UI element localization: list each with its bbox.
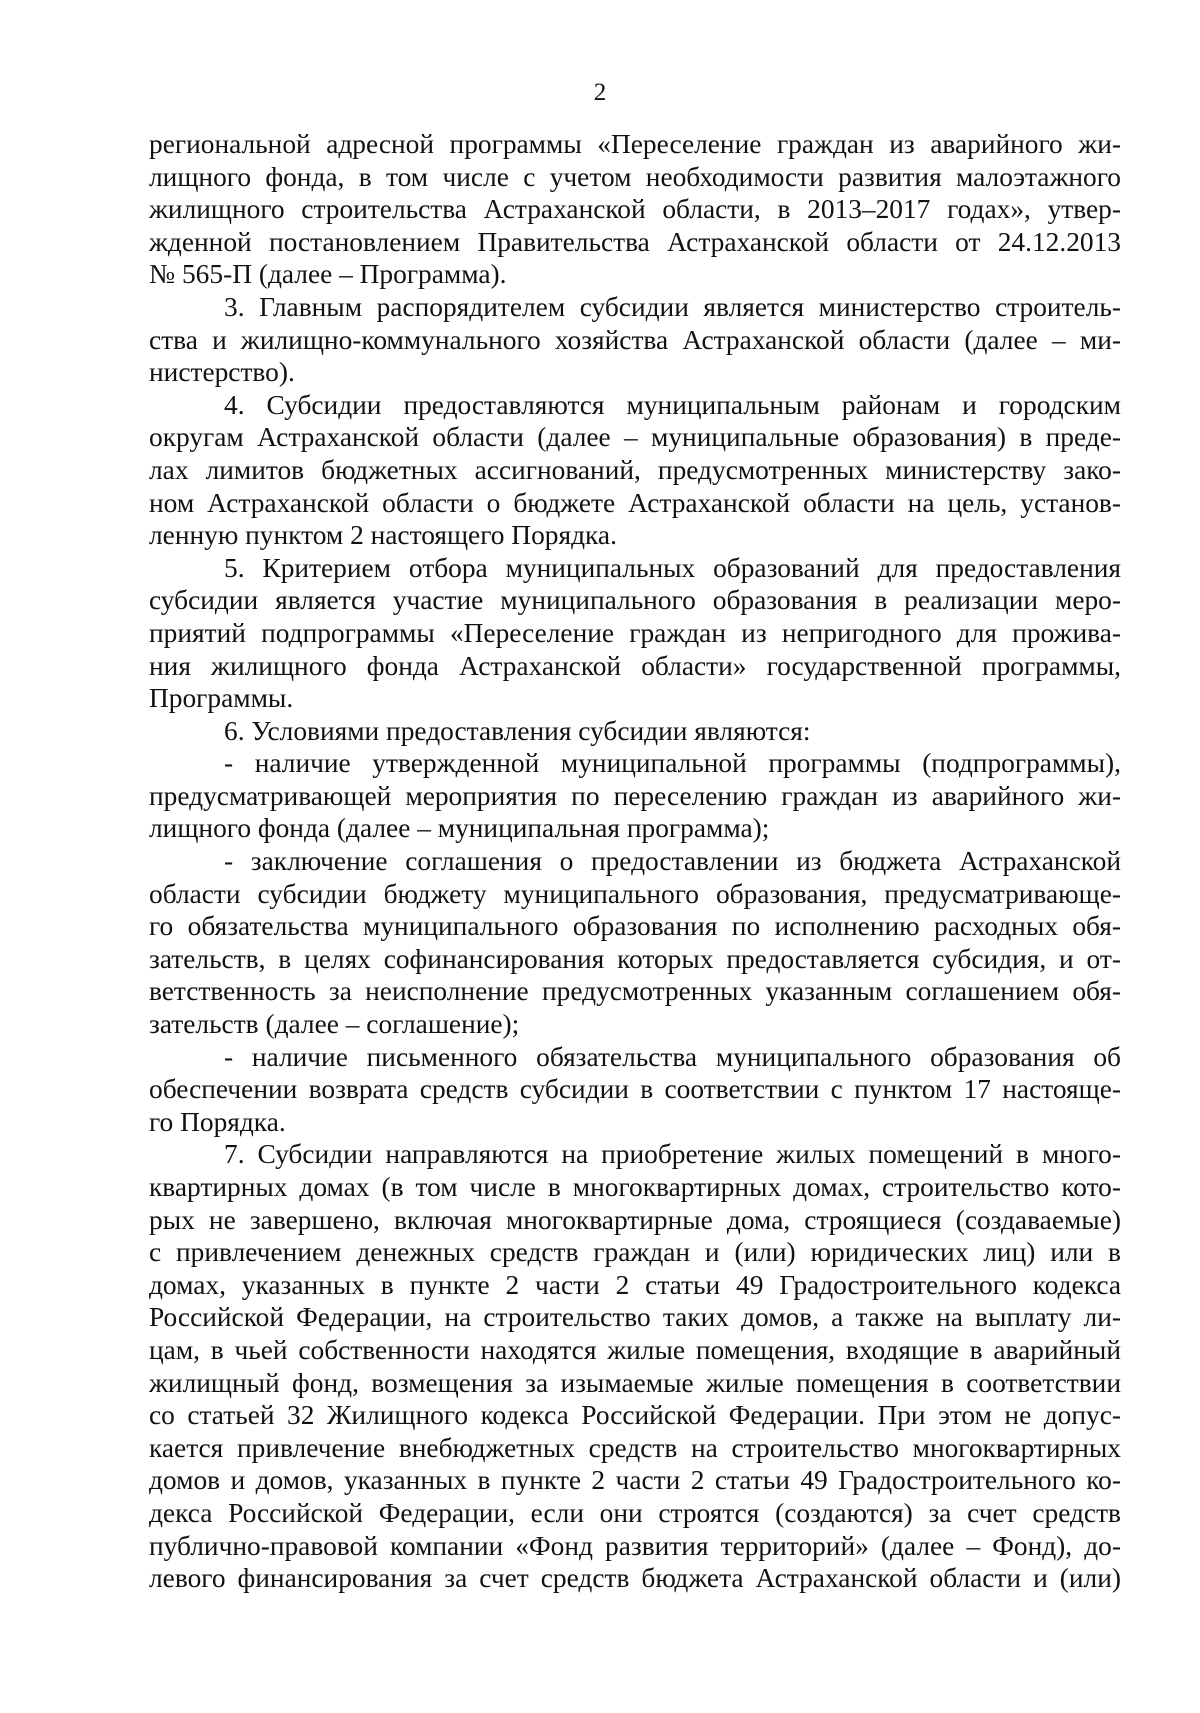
text-line: жилищного строительства Астраханской области, в 2013–2017 годах», утвер-	[149, 194, 1121, 225]
text-line: с привлечением денежных средств граждан и (или) юридических лиц) или в	[149, 1237, 1121, 1268]
text-line: - наличие утвержденной муниципальной программы (подпрограммы),	[224, 748, 1121, 779]
text-line: области субсидии бюджету муниципального образования, предусматривающе-	[149, 878, 1121, 909]
text-line: 6. Условиями предоставления субсидии являются:	[224, 715, 811, 746]
text-line: 3. Главным распорядителем субсидии является министерство строитель-	[224, 291, 1121, 322]
page-number: 2	[593, 79, 607, 106]
text-line: региональной адресной программы «Переселение граждан из аварийного жи-	[149, 129, 1121, 159]
text-line: обеспечении возврата средств субсидии в соответствии с пунктом 17 настояще-	[149, 1074, 1121, 1105]
text-line: зательств (далее – соглашение);	[149, 1009, 520, 1040]
text-line: - заключение соглашения о предоставлении из бюджета Астраханской	[224, 846, 1121, 877]
text-line: ном Астраханской области о бюджете Астраханской области на цель, установ-	[149, 487, 1121, 518]
text-line: предусматривающей мероприятия по переселению граждан из аварийного жи-	[149, 780, 1121, 811]
text-line: приятий подпрограммы «Переселение граждан из непригодного для прожива-	[149, 617, 1121, 648]
text-line: - наличие письменного обязательства муниципального образования об	[224, 1041, 1121, 1072]
text-line: со статьей 32 Жилищного кодекса Российской Федерации. При этом не допус-	[149, 1400, 1121, 1431]
document-body-text	[149, 128, 1121, 1595]
text-line: зательств, в целях софинансирования которых предоставляется субсидия, и от-	[149, 943, 1121, 974]
text-line: декса Российской Федерации, если они строятся (создаются) за счет средств	[149, 1497, 1121, 1528]
text-line: кается привлечение внебюджетных средств на строительство многоквартирных	[149, 1432, 1121, 1463]
text-line: лищного фонда, в том числе с учетом необходимости развития малоэтажного	[149, 161, 1121, 192]
text-line: Программы.	[149, 683, 294, 714]
text-line: лищного фонда (далее – муниципальная программа);	[149, 813, 770, 844]
text-line: домах, указанных в пункте 2 части 2 статьи 49 Градостроительного кодекса	[149, 1269, 1121, 1300]
text-line: жилищный фонд, возмещения за изымаемые жилые помещения в соответствии	[149, 1367, 1121, 1398]
text-line: субсидии является участие муниципального образования в реализации меро-	[149, 585, 1121, 616]
text-line: № 565-П (далее – Программа).	[149, 259, 507, 290]
text-line: ства и жилищно-коммунального хозяйства Астраханской области (далее – ми-	[149, 324, 1121, 355]
text-line: нистерство).	[149, 357, 295, 388]
text-line: 5. Критерием отбора муниципальных образований для предоставления	[224, 552, 1121, 583]
text-line: ния жилищного фонда Астраханской области» государственной программы,	[149, 650, 1121, 681]
text-line: Российской Федерации, на строительство таких домов, а также на выплату ли-	[149, 1302, 1121, 1333]
text-line: цам, в чьей собственности находятся жилые помещения, входящие в аварийный	[149, 1334, 1121, 1365]
text-line: го обязательства муниципального образования по исполнению расходных обя-	[149, 911, 1121, 942]
text-line: левого финансирования за счет средств бюджета Астраханской области и (или)	[149, 1563, 1121, 1594]
text-line: 7. Субсидии направляются на приобретение жилых помещений в много-	[224, 1139, 1121, 1170]
text-line: квартирных домах (в том числе в многоквартирных домах, строительство кото-	[149, 1172, 1121, 1202]
text-line: домов и домов, указанных в пункте 2 части 2 статьи 49 Градостроительного ко-	[149, 1465, 1121, 1496]
text-line: го Порядка.	[149, 1106, 286, 1137]
text-line: 4. Субсидии предоставляются муниципальным районам и городским	[224, 389, 1121, 420]
text-line: рых не завершено, включая многоквартирные дома, строящиеся (создаваемые)	[149, 1204, 1121, 1235]
text-line: округам Астраханской области (далее – муниципальные образования) в преде-	[149, 422, 1121, 453]
text-line: публично-правовой компании «Фонд развития территорий» (далее – Фонд), до-	[149, 1530, 1121, 1561]
text-line: ленную пунктом 2 настоящего Порядка.	[149, 520, 617, 551]
text-line: жденной постановлением Правительства Астраханской области от 24.12.2013	[149, 226, 1121, 257]
text-line: ветственность за неисполнение предусмотренных указанным соглашением обя-	[149, 976, 1121, 1007]
text-line: лах лимитов бюджетных ассигнований, предусмотренных министерству зако-	[149, 454, 1121, 485]
